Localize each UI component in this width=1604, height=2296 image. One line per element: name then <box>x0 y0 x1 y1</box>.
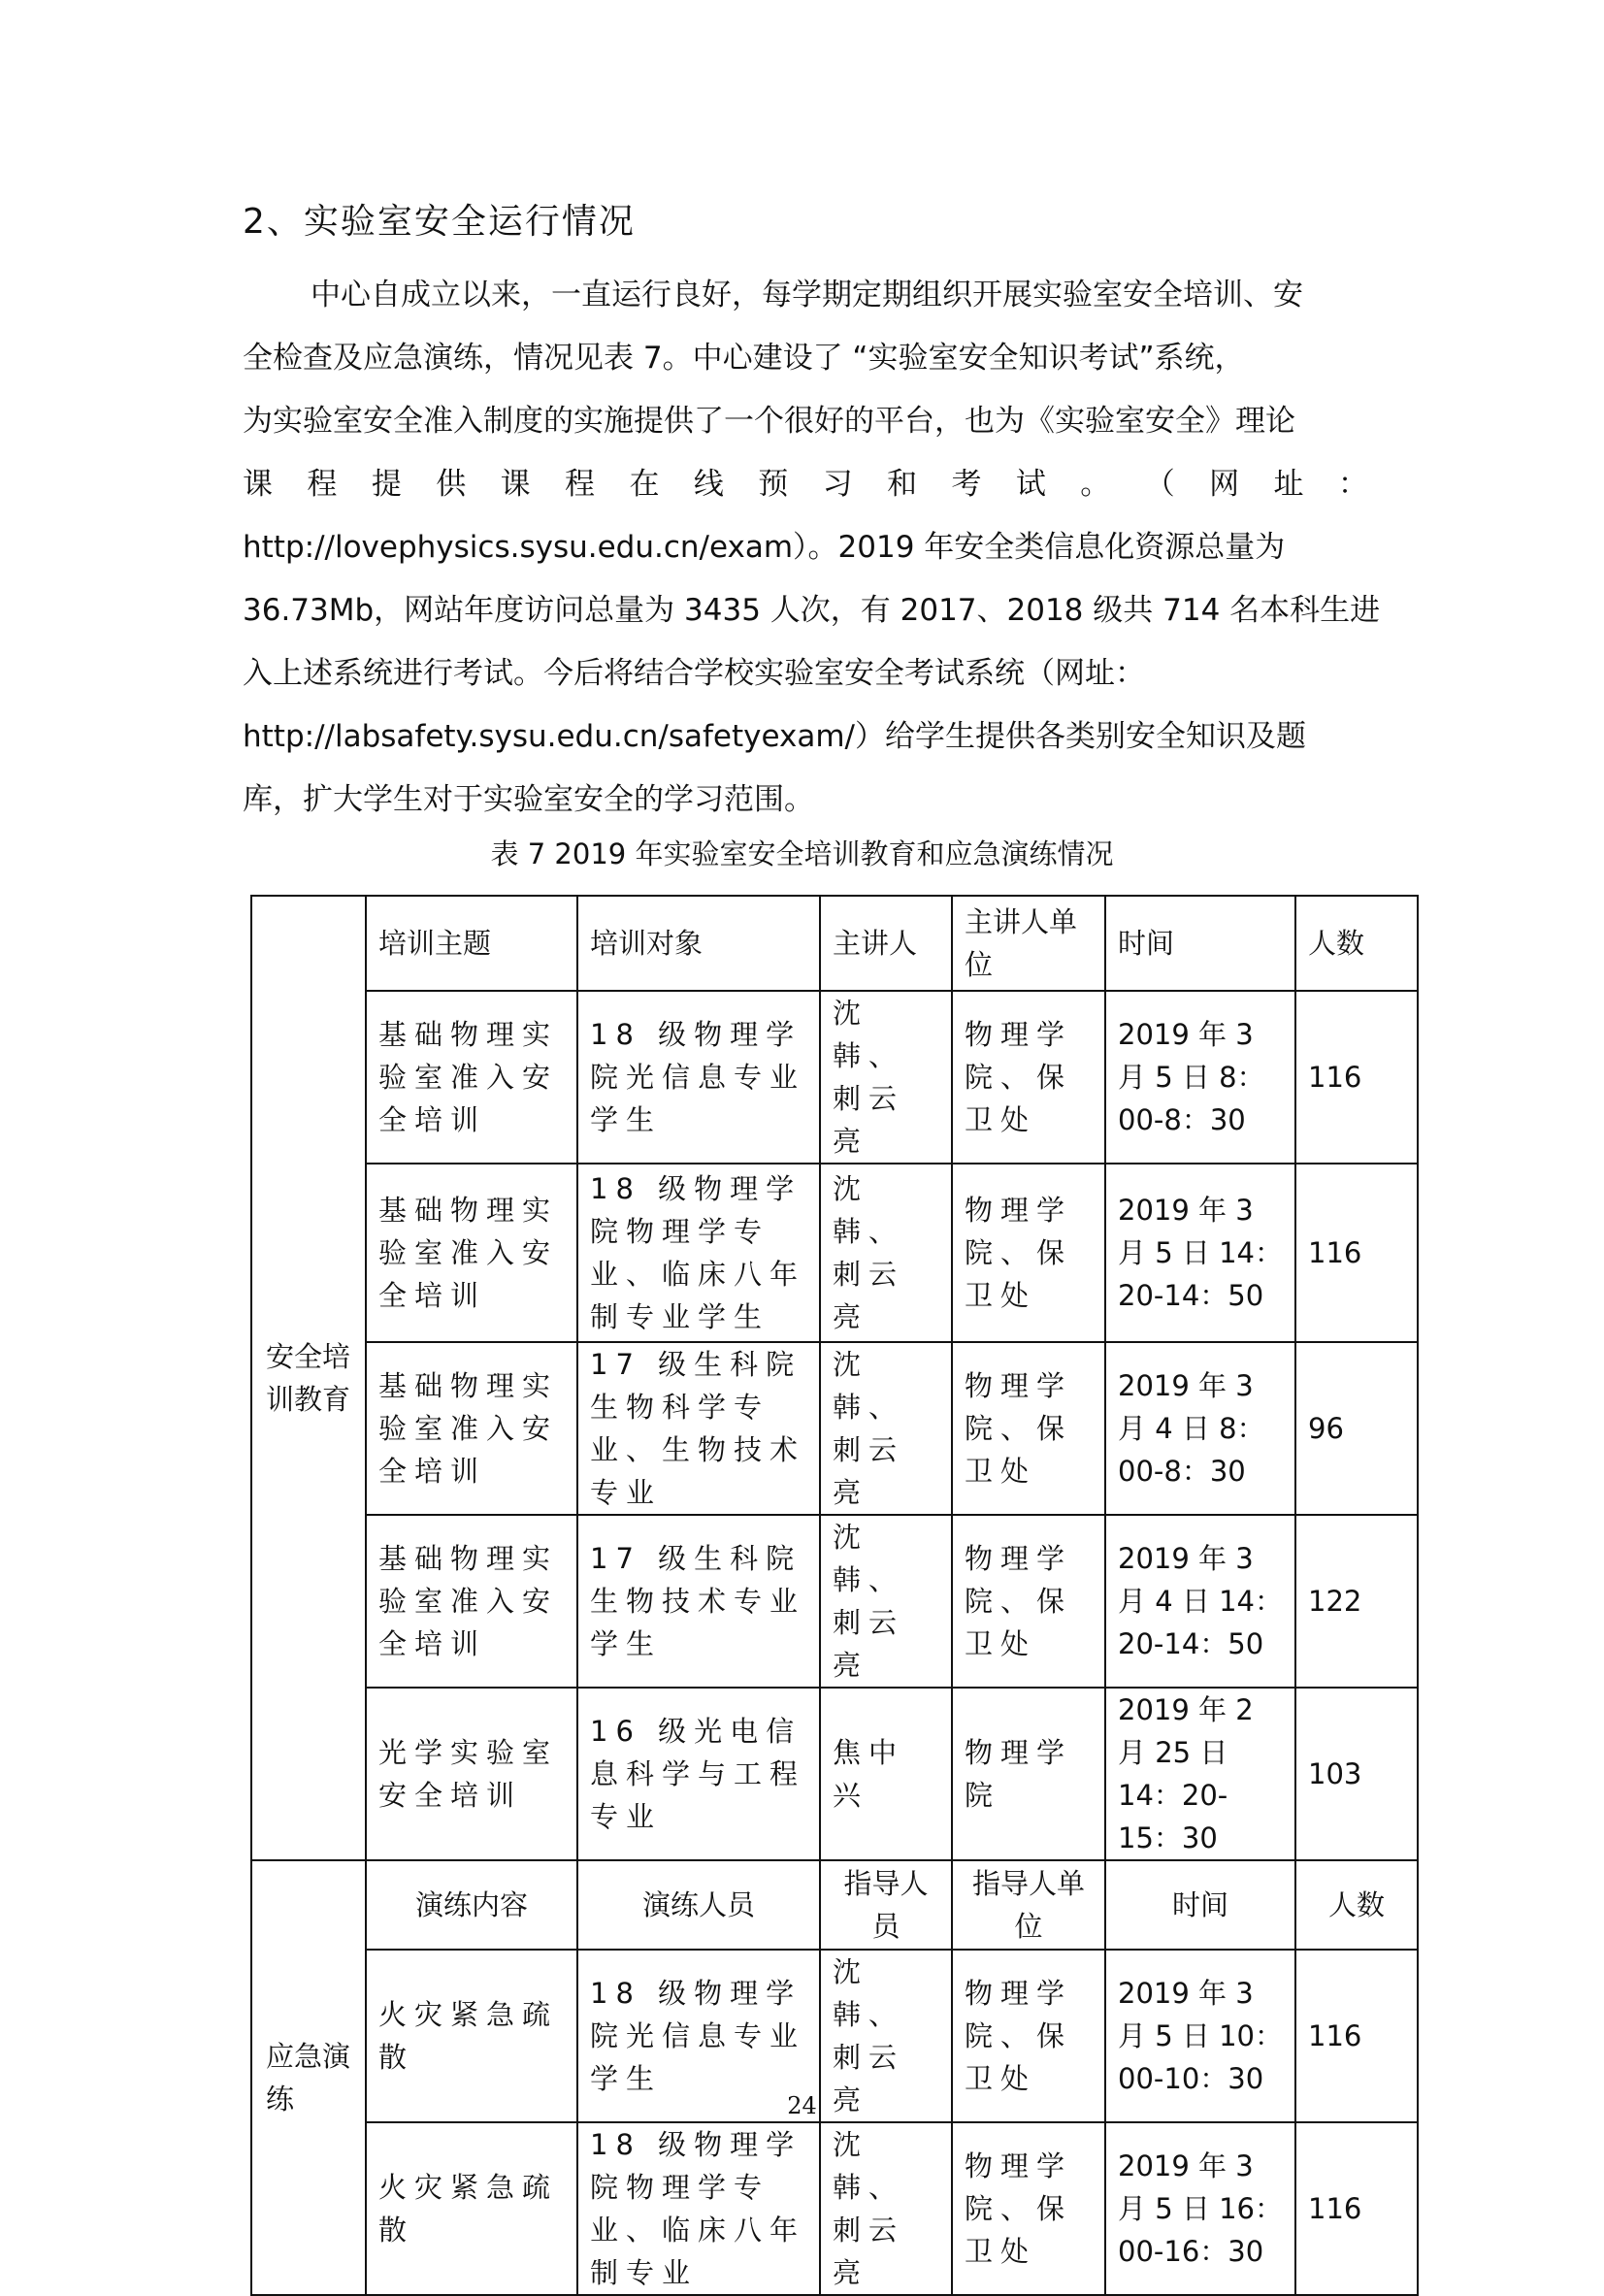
unit-cell: 物理学院、保卫处 <box>952 1342 1105 1515</box>
page-number: 24 <box>787 2092 817 2119</box>
char: 预 <box>758 467 789 502</box>
header-cell: 指导人员 <box>820 1860 952 1950</box>
topic-cell: 光学实验室安全培训 <box>366 1688 577 1860</box>
unit-cell: 物理学院、保卫处 <box>952 1950 1105 2122</box>
header-cell: 主讲人单位 <box>952 896 1105 991</box>
table-row <box>251 1688 1418 1860</box>
unit-cell: 物理学院 <box>952 1688 1105 1860</box>
training-section-label: 安全培训教育 <box>251 896 366 1860</box>
time-cell: 2019 年 3 月 5 日 14：20-14：50 <box>1105 1164 1295 1342</box>
topic-cell: 火灾紧急疏散 <box>366 2122 577 2295</box>
char: 址 <box>1273 467 1304 502</box>
char: 习 <box>822 467 853 502</box>
char: 程 <box>565 467 596 502</box>
time-cell: 2019 年 3 月 5 日 8：00-8：30 <box>1105 991 1295 1164</box>
drill-header-row <box>251 1860 1418 1950</box>
char: 程 <box>307 467 338 502</box>
audience-cell: 17 级生科院生物科学专业、生物技术专业 <box>577 1342 820 1515</box>
speaker-cell: 沈韩、刺云亮 <box>820 2122 952 2295</box>
table-row <box>251 1515 1418 1688</box>
char: 供 <box>436 467 467 502</box>
paragraph-line: 为实验室安全准入制度的实施提供了一个很好的平台，也为《实验室安全》理论 <box>243 404 1295 439</box>
count-cell: 116 <box>1295 1164 1418 1342</box>
header-cell: 人数 <box>1295 1860 1418 1950</box>
paragraph-line: 全检查及应急演练，情况见表 7。中心建设了 “实验室安全知识考试”系统， <box>243 341 1245 376</box>
topic-cell: 基础物理实验室准入安全培训 <box>366 991 577 1164</box>
header-cell: 培训对象 <box>577 896 820 991</box>
count-cell: 122 <box>1295 1515 1418 1688</box>
char: 考 <box>951 467 982 502</box>
header-cell: 指导人单位 <box>952 1860 1105 1950</box>
count-cell: 116 <box>1295 1950 1418 2122</box>
topic-cell: 基础物理实验室准入安全培训 <box>366 1515 577 1688</box>
time-cell: 2019 年 3 月 5 日 10：00-10：30 <box>1105 1950 1295 2122</box>
table-caption: 表 7 2019 年实验室安全培训教育和应急演练情况 <box>490 837 1114 870</box>
audience-cell: 18 级物理学院物理学专业、临床八年制专业 <box>577 2122 820 2295</box>
count-cell: 103 <box>1295 1688 1418 1860</box>
paragraph-line: 中心自成立以来，一直运行良好，每学期定期组织开展实验室安全培训、安 <box>311 278 1303 312</box>
audience-cell: 18 级物理学院光信息专业学生 <box>577 1950 820 2122</box>
header-cell: 时间 <box>1105 1860 1295 1950</box>
char: 网 <box>1209 467 1240 502</box>
speaker-cell: 沈韩、刺云亮 <box>820 1515 952 1688</box>
char: 提 <box>371 467 402 502</box>
unit-cell: 物理学院、保卫处 <box>952 2122 1105 2295</box>
time-cell: 2019 年 3 月 5 日 16：00-16：30 <box>1105 2122 1295 2295</box>
table-row <box>251 991 1418 1164</box>
paragraph-line: http://lovephysics.sysu.edu.cn/exam）。2019 年安全类信息化资源总量为 <box>243 530 1286 565</box>
header-cell: 演练人员 <box>577 1860 820 1950</box>
char: 课 <box>243 467 273 502</box>
topic-cell: 火灾紧急疏散 <box>366 1950 577 2122</box>
topic-cell: 基础物理实验室准入安全培训 <box>366 1164 577 1342</box>
header-cell: 时间 <box>1105 896 1295 991</box>
topic-cell: 基础物理实验室准入安全培训 <box>366 1342 577 1515</box>
char: 线 <box>693 467 724 502</box>
char: （ <box>1144 467 1175 502</box>
table-row <box>251 1342 1418 1515</box>
paragraph-line: http://labsafety.sysu.edu.cn/safetyexam/）给学生提供各类别安全知识及题 <box>243 719 1307 754</box>
char: 和 <box>887 467 918 502</box>
char: ： <box>1337 467 1368 502</box>
drill-section-label: 应急演练 <box>251 1860 366 2295</box>
paragraph-line-justified <box>243 453 1368 516</box>
training-header-row <box>251 896 1418 991</box>
speaker-cell: 沈韩、刺云亮 <box>820 1950 952 2122</box>
paragraph-line: 36.73Mb，网站年度访问总量为 3435 人次，有 2017、2018 级共 714 名本科生进 <box>243 593 1381 628</box>
char: 课 <box>500 467 531 502</box>
training-drill-table <box>250 895 1419 2296</box>
time-cell: 2019 年 3 月 4 日 8：00-8：30 <box>1105 1342 1295 1515</box>
time-cell: 2019 年 3 月 4 日 14：20-14：50 <box>1105 1515 1295 1688</box>
header-cell: 主讲人 <box>820 896 952 991</box>
count-cell: 116 <box>1295 991 1418 1164</box>
unit-cell: 物理学院、保卫处 <box>952 1515 1105 1688</box>
char: 。 <box>1080 467 1111 502</box>
time-cell: 2019 年 2 月 25 日 14：20-15：30 <box>1105 1688 1295 1860</box>
count-cell: 96 <box>1295 1342 1418 1515</box>
header-cell: 人数 <box>1295 896 1418 991</box>
count-cell: 116 <box>1295 2122 1418 2295</box>
paragraph-line: 入上述系统进行考试。今后将结合学校实验室安全考试系统（网址： <box>243 656 1145 691</box>
section-heading: 2、实验室安全运行情况 <box>243 202 636 242</box>
audience-cell: 18 级物理学院物理学专业、临床八年制专业学生 <box>577 1164 820 1342</box>
speaker-cell: 沈韩、刺云亮 <box>820 991 952 1164</box>
header-cell: 培训主题 <box>366 896 577 991</box>
char: 在 <box>629 467 660 502</box>
header-cell: 演练内容 <box>366 1860 577 1950</box>
unit-cell: 物理学院、保卫处 <box>952 1164 1105 1342</box>
audience-cell: 18 级物理学院光信息专业学生 <box>577 991 820 1164</box>
speaker-cell: 沈韩、刺云亮 <box>820 1342 952 1515</box>
body-paragraph <box>243 264 1381 832</box>
table-row <box>251 1164 1418 1342</box>
speaker-cell: 沈韩、刺云亮 <box>820 1164 952 1342</box>
unit-cell: 物理学院、保卫处 <box>952 991 1105 1164</box>
audience-cell: 17 级生科院生物技术专业学生 <box>577 1515 820 1688</box>
speaker-cell: 焦中兴 <box>820 1688 952 1860</box>
char: 试 <box>1015 467 1046 502</box>
audience-cell: 16 级光电信息科学与工程专业 <box>577 1688 820 1860</box>
table-row <box>251 2122 1418 2295</box>
paragraph-line: 库，扩大学生对于实验室安全的学习范围。 <box>243 782 814 817</box>
